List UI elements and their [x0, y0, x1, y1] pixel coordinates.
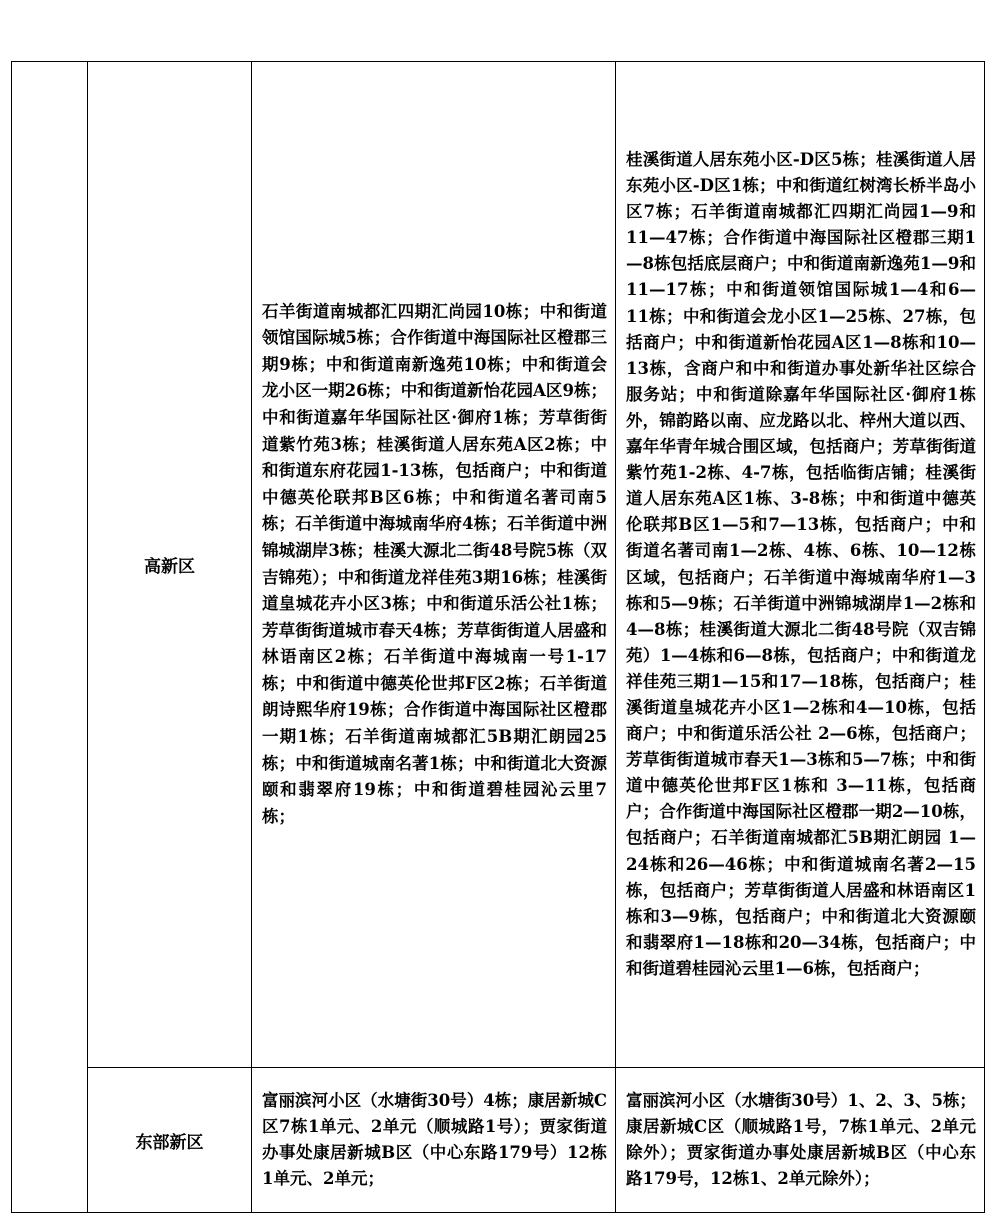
scope-area-cell: 桂溪街道人居东苑小区-D区5栋；桂溪街道人居东苑小区-D区1栋；中和街道红树湾长桥半岛小区7栋；石羊街道南城都汇四期汇尚园1—9和11—47栋；合作街道中海国际社区橙郡三期1—8栋包括底层商户；中和街道南新逸苑1—9和11—17栋；中和街道领馆国际城1—4和6—11栋；中和街道会龙小区1—25栋、27栋，包括商户；中和街道新怡花园A区1—8栋和10—13栋，含商户和中和街道办事处新华社区综合服务站；中和街道除嘉年华国际社区·御府1栋外，锦韵路以南、应龙路以北、梓州大道以西、嘉年华青年城合围区域，包括商户；芳草街街道紫竹苑1-2栋、4-7栋，包括临街店铺；桂溪街道人居东苑A区1栋、3-8栋；中和街道中德英伦联邦B区1—5和7—13栋，包括商户；中和街道名著司南1—2栋、4栋、6栋、10—12栋区域，包括商户；石羊街道中海城南华府1—3栋和5—9栋；石羊街道中洲锦城湖岸1—2栋和4—8栋；桂溪街道大源北二街48号院（双吉锦苑）1—4栋和6—8栋，包括商户；中和街道龙祥佳苑三期1—15和17—18栋，包括商户；桂溪街道皇城花卉小区1—2栋和4—10栋，包括商户；中和街道乐活公社 2—6栋，包括商户；芳草街街道城市春天1—3栋和5—7栋；中和街道中德英伦世邦F区1栋和 3—11栋，包括商户；合作街道中海国际社区橙郡一期2—10栋，包括商户；石羊街道南城都汇5B期汇朗园 1—24栋和26—46栋；中和街道城南名著2—15栋，包括商户；芳草街街道人居盛和林语南区1栋和3—9栋，包括商户；中和街道北大资源颐和翡翠府1—18栋和20—34栋，包括商户；中和街道碧桂园沁云里1—6栋，包括商户；: [616, 62, 985, 1068]
scope-area-cell: 富丽滨河小区（水塘街30号）1、2、3、5栋；康居新城C区（顺城路1号，7栋1单元、2单元除外）；贾家街道办事处康居新城B区（中心东路179号，12栋1、2单元除外）；: [616, 1068, 985, 1213]
merged-empty-cell: [12, 62, 88, 1213]
partial-area-cell: 富丽滨河小区（水塘街30号）4栋；康居新城C区7栋1单元、2单元（顺城路1号）；贾家街道办事处康居新城B区（中心东路179号）12栋1单元、2单元；: [252, 1068, 616, 1213]
table-row: [12, 1068, 985, 1213]
district-cell: 高新区: [88, 62, 252, 1068]
partial-area-cell: 石羊街道南城都汇四期汇尚园10栋；中和街道领馆国际城5栋；合作街道中海国际社区橙郡三期9栋；中和街道南新逸苑10栋；中和街道会龙小区一期26栋；中和街道新怡花园A区9栋；中和街道嘉年华国际社区·御府1栋；芳草街街道紫竹苑3栋；桂溪街道人居东苑A区2栋；中和街道东府花园1-13栋，包括商户；中和街道中德英伦联邦B区6栋；中和街道名著司南5栋；石羊街道中海城南华府4栋；石羊街道中洲锦城湖岸3栋；桂溪大源北二街48号院5栋（双吉锦苑）；中和街道龙祥佳苑3期16栋；桂溪街道皇城花卉小区3栋；中和街道乐活公社1栋；芳草街街道城市春天4栋；芳草街街道人居盛和林语南区2栋；石羊街道中海城南一号1-17栋；中和街道中德英伦世邦F区2栋；石羊街道朗诗熙华府19栋；合作街道中海国际社区橙郡一期1栋；石羊街道南城都汇5B期汇朗园25栋；中和街道城南名著1栋；中和街道北大资源颐和翡翠府19栋；中和街道碧桂园沁云里7栋；: [252, 62, 616, 1068]
table-row: [12, 62, 985, 1068]
zone-table: [11, 61, 985, 1213]
district-cell: 东部新区: [88, 1068, 252, 1213]
